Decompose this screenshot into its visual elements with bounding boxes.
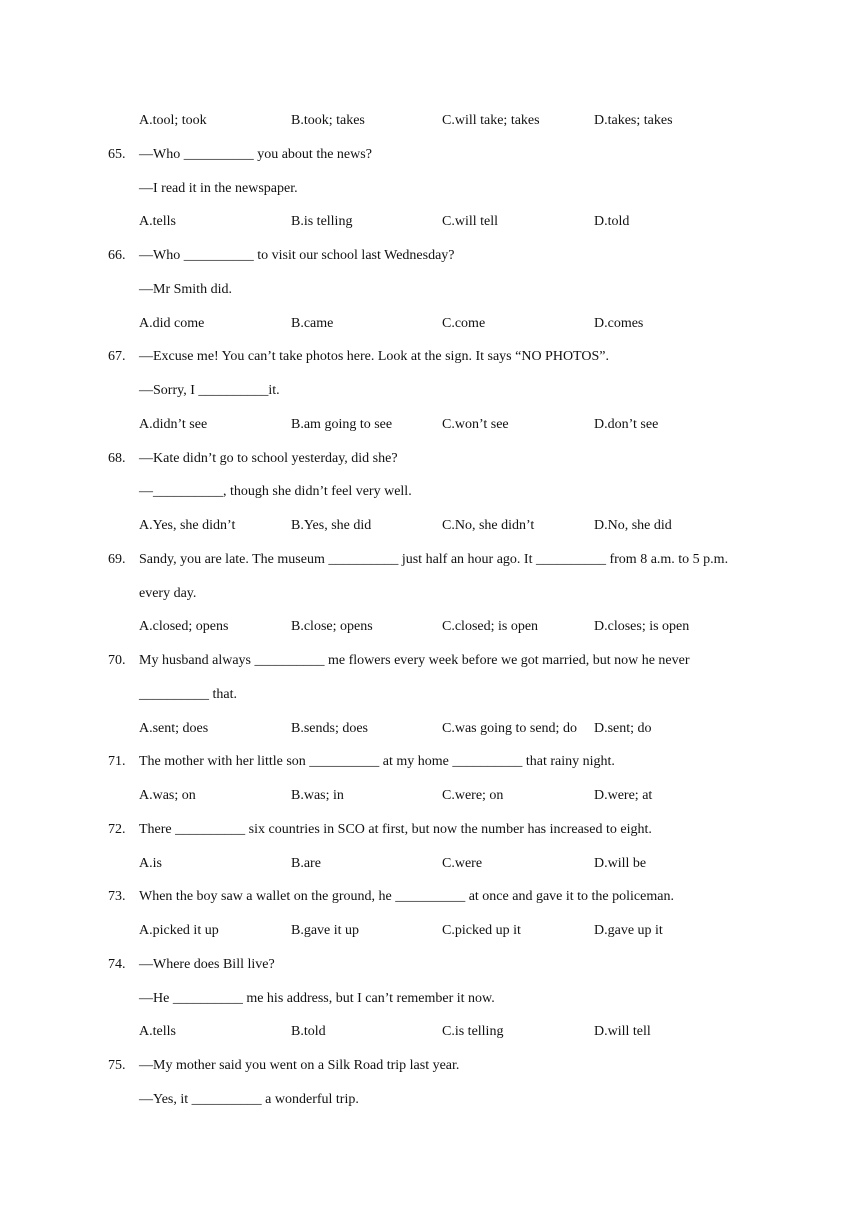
question-number: 75. <box>108 1058 126 1073</box>
dialogue-line <box>0 481 860 515</box>
dialogue-line <box>0 1089 860 1123</box>
option-c: C.will take; takes <box>442 113 540 128</box>
option-c: C.come <box>442 315 486 331</box>
question-number: 66. <box>108 248 126 263</box>
question-text: —Excuse me! You can’t take photos here. Look at the sign. It says “NO PHOTOS”. <box>139 349 609 365</box>
question-number: 68. <box>108 450 126 466</box>
question-text: —My mother said you went on a Silk Road trip last year. <box>139 1058 460 1073</box>
option-a: A.is <box>139 855 162 871</box>
question-text: —Who __________ to visit our school last Wednesday? <box>139 248 455 263</box>
question-number: 74. <box>108 956 126 972</box>
answer-options-row <box>0 616 860 650</box>
option-a: A.was; on <box>139 788 196 803</box>
option-a: A.picked it up <box>139 923 219 938</box>
question-number: 73. <box>108 889 126 905</box>
answer-options-row <box>0 718 860 752</box>
question-row <box>0 448 860 482</box>
dialogue-line <box>0 178 860 212</box>
option-b: B.is telling <box>291 214 353 230</box>
option-b: B.sends; does <box>291 720 368 736</box>
question-text: The mother with her little son __________ at my home __________ that rainy night. <box>139 754 615 770</box>
question-text: —Where does Bill live? <box>139 956 275 972</box>
option-b: B.Yes, she did <box>291 518 372 533</box>
option-d: D.closes; is open <box>594 619 690 635</box>
answer-options-row <box>0 211 860 245</box>
answer-options-row <box>0 785 860 819</box>
option-b: B.am going to see <box>291 416 393 432</box>
option-c: C.were; on <box>442 788 504 803</box>
option-d: D.comes <box>594 315 644 331</box>
option-a: A.did come <box>139 315 205 331</box>
answer-options-row <box>0 313 860 347</box>
option-b: B.told <box>291 1024 326 1040</box>
option-d: D.will be <box>594 855 647 871</box>
answer-options-row <box>0 1021 860 1055</box>
option-d: D.don’t see <box>594 416 659 432</box>
question-row <box>0 886 860 920</box>
option-b: B.are <box>291 855 321 871</box>
option-a: A.tells <box>139 1024 176 1040</box>
exam-page <box>0 110 860 1123</box>
question-row <box>0 549 860 583</box>
question-text: —Who __________ you about the news? <box>139 146 372 162</box>
question-number: 70. <box>108 653 126 668</box>
option-d: D.takes; takes <box>594 113 673 128</box>
answer-options-row <box>0 920 860 954</box>
option-c: C.closed; is open <box>442 619 539 635</box>
dialogue-text: —Sorry, I __________it. <box>139 383 280 398</box>
option-c: C.is telling <box>442 1024 504 1040</box>
option-d: D.will tell <box>594 1024 651 1040</box>
option-b: B.was; in <box>291 788 344 803</box>
option-a: A.closed; opens <box>139 619 229 635</box>
option-b: B.gave it up <box>291 923 360 938</box>
option-a: A.tells <box>139 214 176 230</box>
question-text: My husband always __________ me flowers every week before we got married, but now he never <box>139 653 690 668</box>
option-c: C.were <box>442 855 483 871</box>
dialogue-line <box>0 988 860 1022</box>
dialogue-text: __________ that. <box>139 686 237 702</box>
question-row <box>0 954 860 988</box>
option-c: C.was going to send; do <box>442 720 577 736</box>
question-number: 67. <box>108 349 126 365</box>
option-b: B.came <box>291 315 334 331</box>
answer-options-row <box>0 414 860 448</box>
question-row <box>0 144 860 178</box>
option-d: D.were; at <box>594 788 653 803</box>
question-number: 72. <box>108 821 126 837</box>
dialogue-line <box>0 380 860 414</box>
dialogue-line <box>0 684 860 718</box>
option-b: B.took; takes <box>291 113 365 128</box>
option-a: A.Yes, she didn’t <box>139 518 236 533</box>
dialogue-line <box>0 279 860 313</box>
question-row <box>0 650 860 684</box>
question-row <box>0 1055 860 1089</box>
question-row <box>0 346 860 380</box>
dialogue-text: every day. <box>139 585 197 601</box>
question-text: When the boy saw a wallet on the ground, he __________ at once and gave it to the policeman. <box>139 889 674 905</box>
dialogue-text: —Mr Smith did. <box>139 281 232 297</box>
option-a: A.sent; does <box>139 720 209 736</box>
option-c: C.No, she didn’t <box>442 518 535 533</box>
question-row <box>0 245 860 279</box>
option-a: A.tool; took <box>139 113 207 128</box>
option-b: B.close; opens <box>291 619 373 635</box>
dialogue-line <box>0 583 860 617</box>
option-c: C.won’t see <box>442 416 509 432</box>
answer-options-row <box>0 515 860 549</box>
option-d: D.sent; do <box>594 720 652 736</box>
option-d: D.No, she did <box>594 518 672 533</box>
question-text: Sandy, you are late. The museum __________ just half an hour ago. It __________ from 8 a.m. to 5 p.m. <box>139 551 729 567</box>
question-number: 69. <box>108 551 126 567</box>
dialogue-text: —__________, though she didn’t feel very well. <box>139 484 412 500</box>
option-d: D.gave up it <box>594 923 663 938</box>
dialogue-text: —I read it in the newspaper. <box>139 180 298 196</box>
dialogue-text: —He __________ me his address, but I can’t remember it now. <box>139 990 495 1006</box>
answer-options-row <box>0 853 860 887</box>
option-a: A.didn’t see <box>139 416 208 432</box>
question-row <box>0 751 860 785</box>
question-text: —Kate didn’t go to school yesterday, did she? <box>139 450 398 466</box>
question-number: 65. <box>108 146 126 162</box>
answer-options-row <box>0 110 860 144</box>
question-row <box>0 819 860 853</box>
option-c: C.picked up it <box>442 923 521 938</box>
question-number: 71. <box>108 754 126 770</box>
option-c: C.will tell <box>442 214 498 230</box>
question-text: There __________ six countries in SCO at first, but now the number has increased to eight. <box>139 821 652 837</box>
option-d: D.told <box>594 214 630 230</box>
dialogue-text: —Yes, it __________ a wonderful trip. <box>139 1091 359 1107</box>
